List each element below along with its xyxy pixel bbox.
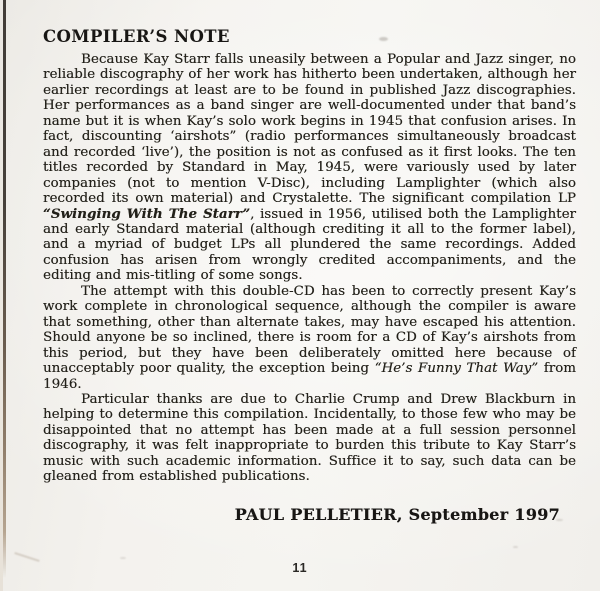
paragraph-1 — [43, 52, 576, 284]
paragraph-2-text: The attempt with this double-CD has been to correctly present Kay’s work complete in chronological sequence, although the compiler is aware that something, other than alternate takes, may have escaped his attention. Should anyone be so inclined, there is room for a CD of Kay’s airshots from this period, but they have been deliberately omitted here because of unacceptably poor quality, the exception being — [43, 283, 576, 377]
author-signature: PAUL PELLETIER, September 1997 — [234, 504, 560, 524]
scan-speck — [120, 557, 126, 559]
paragraph-2 — [43, 284, 576, 392]
scan-smudge — [379, 37, 388, 41]
book-spine-edge — [3, 0, 6, 578]
paragraph-1-text: Because Kay Starr falls uneasily between a Popular and Jazz singer, no reliable discography of her work has hitherto been undertaken, although her earlier recordings at least are to be found in published Jazz discographies. Her performances as a band singer are well-documented under that band’s name but it is when Kay’s solo work begins in 1945 that confusion arises. In fact, discounting ‘airshots” (radio performances simultaneously broadcast and recorded ‘live’), the position is not as confused as it first looks. The ten titles recorded by Standard in May, 1945, were variously used by later companies (not to mention V-Disc), including Lamplighter (which also recorded its own material) and Crystalette. The significant compilation LP — [43, 52, 576, 207]
page-title: COMPILER’S NOTE — [43, 27, 230, 46]
page-content — [43, 27, 576, 524]
song-title-hes-funny-that-way: “He’s Funny That Way” — [374, 361, 539, 377]
paragraph-3-text: Particular thanks are due to Charlie Crump and Drew Blackburn in helping to determine this compilation. Incidentally, to those few who may be disappointed that no attempt has been made at a full session personnel discography, it was felt inappropriate to burden this tribute to Kay Starr’s music with such academic information. Suffice it to say, such data can be gleaned from established publications. — [43, 391, 576, 485]
album-title-swinging-with-the-starr: “Swinging With The Starr” — [43, 205, 251, 222]
page-number: 11 — [292, 561, 308, 575]
paragraph-1-text-continued: , issued in 1956, utilised both the Lamplighter and early Standard material (although crediting it all to the former label), and a myriad of budget LPs all plundered the same recordings. Added confusion has arisen from wrongly credited accompaniments, and the editing and mis-titling of some songs. — [43, 206, 576, 284]
scan-speck — [556, 519, 563, 521]
body-text — [43, 52, 576, 485]
scan-speck — [513, 546, 518, 548]
paragraph-3 — [43, 392, 576, 485]
paragraph-2-text-continued: from 1946. — [43, 361, 577, 392]
